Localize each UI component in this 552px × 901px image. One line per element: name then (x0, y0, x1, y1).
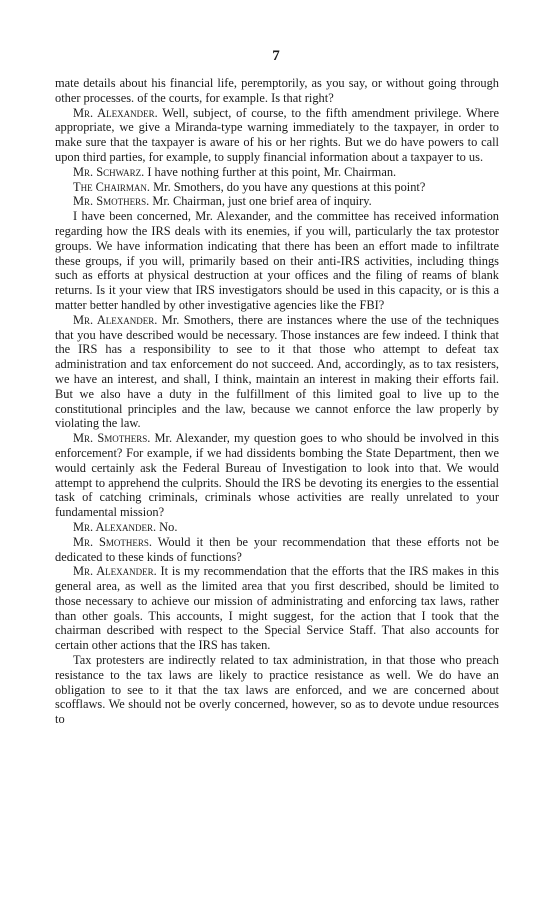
paragraph-9 (55, 535, 499, 565)
paragraph-5 (55, 209, 499, 313)
paragraph-10 (55, 564, 499, 653)
speaker-name: Mr. Smothers. (73, 534, 153, 549)
speaker-name: The Chairman. (73, 179, 151, 194)
paragraph-text: Mr. Alexander, my question goes to who should be involved in this enforcement? For example, if we had dissidents bombing the State Department, then we would certainly ask the Federal Bureau of Investigation to look into that. We would attempt to apprehend the culprits. Should the IRS be devoting its energies to the essential task of catching criminals, criminals whose activities are really unrelated to your fundamental mission? (55, 431, 499, 520)
paragraph-text: I have nothing further at this point, Mr. Chairman. (144, 164, 397, 179)
paragraph-text: Tax protesters are indirectly related to tax administration, in that those who preach resistance to the tax laws are likely to practice resistance as well. We do have an obligation to see to it that the tax laws are enforced, and we are concerned about scofflaws. We should not be overly concerned, however, so as to devote undue resources to (55, 653, 499, 727)
paragraph-2 (55, 165, 499, 180)
speaker-name: Mr. Alexander. (73, 519, 157, 534)
speaker-name: Mr. Schwarz. (73, 164, 145, 179)
paragraph-text: mate details about his financial life, peremptorily, as you say, or without going through other processes. of the courts, for example. Is that right? (55, 76, 499, 105)
speaker-name: Mr. Smothers. (73, 431, 151, 446)
paragraph-text: Mr. Chairman, just one brief area of inquiry. (149, 194, 372, 209)
page-number: 7 (272, 48, 280, 64)
speaker-name: Mr. Alexander. (73, 312, 158, 327)
paragraph-0 (55, 76, 499, 106)
paragraph-text: It is my recommendation that the efforts that the IRS makes in this general area, as well as the limited area that you first described, should be limited to those necessary to achieve our mission of administrating and enforcing tax laws, rather than other goals. This accounts, I might suggest, for the action that I took that the chairman described with respect to the Special Service Staff. That also accounts for certain other actions that the IRS has taken. (55, 564, 499, 653)
paragraph-3 (55, 180, 499, 195)
speaker-name: Mr. Alexander. (73, 105, 158, 120)
paragraph-4 (55, 194, 499, 209)
body-text (55, 76, 499, 727)
paragraph-7 (55, 431, 499, 520)
speaker-name: Mr. Alexander. (73, 564, 157, 579)
paragraph-text: I have been concerned, Mr. Alexander, and the committee has received information regarding how the IRS deals with its enemies, if you will, particularly the tax protestor groups. We have information indicating that there has been an effort made to infiltrate these groups, if you will, primarily based on their anti-IRS activities, including things such as efforts at physical destruction at your offices and the filing of reams of blank returns. Is it your view that IRS investigators should be used in this capacity, or is this a matter better handled by other investigative agencies like the FBI? (55, 209, 499, 312)
paragraph-text: Would it then be your recommendation that these efforts not be dedicated to these kinds of functions? (55, 534, 499, 564)
paragraph-6 (55, 313, 499, 431)
paragraph-8 (55, 520, 499, 535)
paragraph-1 (55, 106, 499, 165)
paragraph-text: No. (156, 519, 178, 534)
speaker-name: Mr. Smothers. (73, 194, 150, 209)
paragraph-text: Mr. Smothers, there are instances where the use of the techniques that you have described would be necessary. Those instances are few indeed. I think that the IRS has a responsibility to see to it that those who attempt to defeat tax administration and tax enforcement do not succeed. And, accordingly, as to tax resisters, we have an interest, and shall, I think, maintain an interest in making their efforts fail. But we also have a duty in the fulfillment of this limited goal to live up to the constitutional principles and the law, because we cannot enforce the law properly by violating the law. (55, 312, 499, 431)
paragraph-11 (55, 653, 499, 727)
paragraph-text: Mr. Smothers, do you have any questions at this point? (150, 179, 426, 194)
paragraph-text: Well, subject, of course, to the fifth amendment privilege. Where appropriate, we give a Miranda-type warning immediately to the taxpayer, in order to make sure that the taxpayer is aware of his or her rights. But we do have powers to call upon third parties, for example, to supply financial information about a taxpayer to us. (55, 105, 499, 164)
